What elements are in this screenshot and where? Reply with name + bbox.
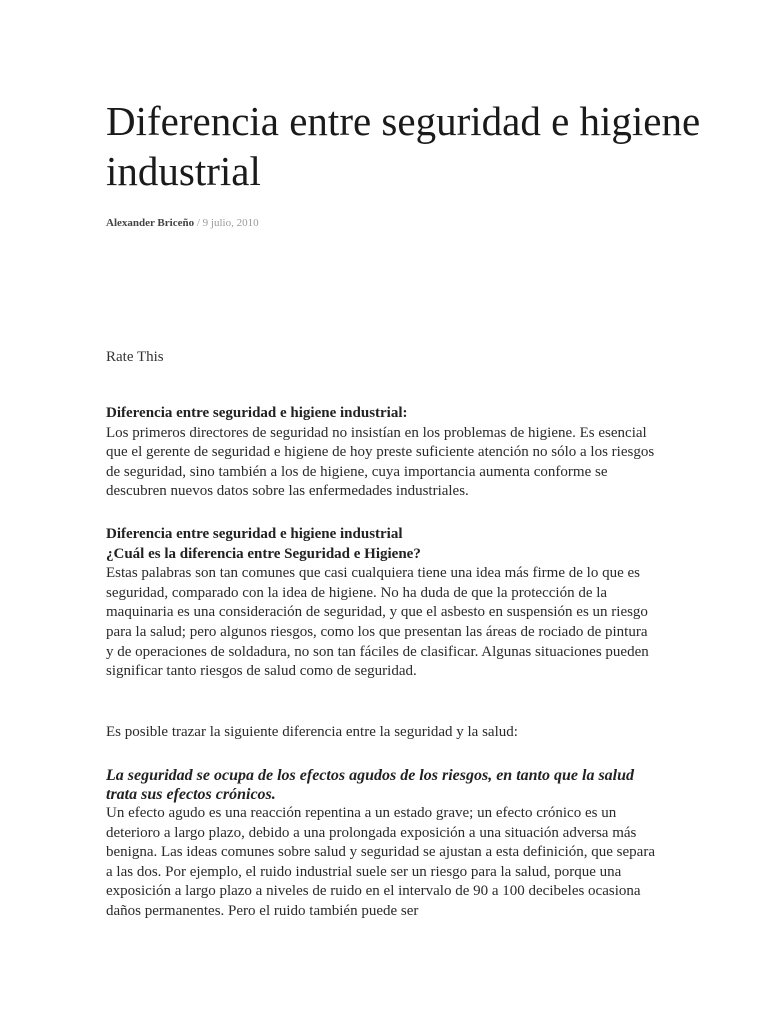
section-intro [106, 404, 658, 502]
author-link[interactable]: Alexander Briceño [106, 217, 195, 229]
section-paragraph: Un efecto agudo es una reacción repentina a un estado grave; un efecto crónico es un deterioro a largo plazo, debido a una prolongada exposición a una situación adversa más benigna. Las ideas comunes sobre salud y seguridad se ajustan a esta definición, que separa a las dos. Por ejemplo, el ruido industrial suele ser un riesgo para la salud, porque una exposición a largo plazo a niveles de ruido en el intervalo de 90 a 100 decibeles ocasiona daños permanentes. Pero el ruido también puede ser [106, 805, 655, 919]
section-heading: Diferencia entre seguridad e higiene industrial: [106, 405, 408, 421]
byline [106, 216, 259, 230]
section-paragraph: Los primeros directores de seguridad no insistían en los problemas de higiene. Es esencial que el gerente de seguridad e higiene de hoy preste suficiente atención no sólo a los riesgos de seguridad, sino también a los de higiene, cuya importancia aumenta conforme se descubren nuevos datos sobre las enfermedades industriales. [106, 424, 655, 500]
section-subheading: ¿Cuál es la diferencia entre Seguridad e Higiene? [106, 545, 421, 562]
rate-this-label[interactable]: Rate This [106, 349, 164, 365]
publish-date[interactable]: 9 julio, 2010 [202, 217, 259, 229]
section-heading: Diferencia entre seguridad e higiene industrial [106, 526, 403, 542]
section-acute-chronic [106, 766, 658, 922]
byline-separator: / [196, 217, 200, 229]
section-paragraph: Estas palabras son tan comunes que casi cualquiera tiene una idea más firme de lo que es seguridad, comparado con la idea de higiene. No ha duda de que la protección de la maquinaria es una consideración de seguridad, y que el asbesto en suspensión es un riesgo para la salud; pero algunos riesgos, como los que presentan las áreas de rociado de pintura y de operaciones de soldadura, no son tan fáciles de clasificar. Algunas situaciones pueden significar tanto riesgos de salud como de seguridad. [106, 565, 649, 680]
section-difference [106, 525, 658, 682]
article-title: Diferencia entre seguridad e higiene industrial [106, 98, 701, 194]
section-paragraph: Es posible trazar la siguiente diferencia entre la seguridad y la salud: [106, 724, 518, 740]
section-lead-in [106, 723, 658, 743]
section-highlight-heading: La seguridad se ocupa de los efectos agudos de los riesgos, en tanto que la salud trata sus efectos crónicos. [106, 767, 635, 803]
